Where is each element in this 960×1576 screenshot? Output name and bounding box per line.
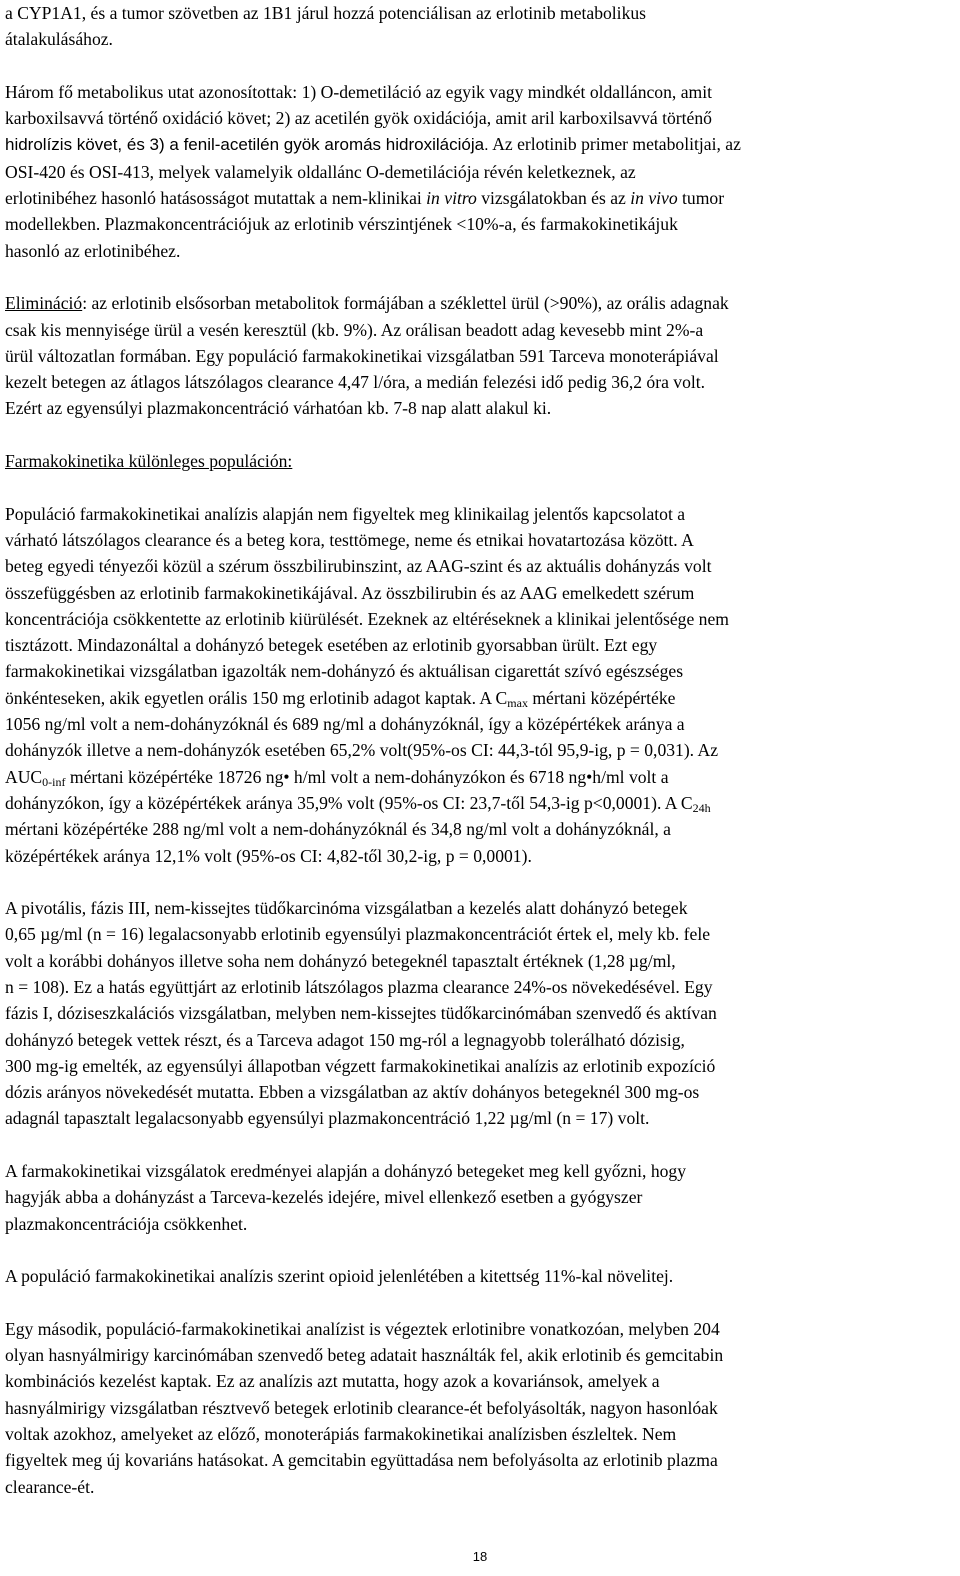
pivotal-paragraph (5, 895, 955, 1132)
pivotal-line-1: A pivotális, fázis III, nem-kissejtes tüdőkarcinóma vizsgálatban a kezelés alatt dohányzó betegek (5, 898, 688, 919)
pancreas-paragraph (5, 1316, 955, 1500)
pop-line-10: dohányzók illetve a nem-dohányzók esetében 65,2% volt(95%-os CI: 44,3-tól 95,9-ig, p = 0,031). Az (5, 740, 719, 761)
metab-line-5-b: vizsgálatokban és az (476, 188, 631, 209)
page-number: 18 (472, 1549, 488, 1564)
pop-line-7: farmakokinetikai vizsgálatban igazolták nem-dohányzó és aktuálisan cigarettát szívó egészséges (5, 661, 684, 682)
metab-line-4: OSI-420 és OSI-413, melyek valamelyik oldallánc O-demetilációja révén keletkeznek, az (5, 161, 636, 182)
cmax-subscript: max (507, 695, 528, 710)
pivotal-line-9: adagnál tapasztalt legalacsonyabb egyensúlyi plazmakoncentráció 1,22 µg/ml (n = 17) volt. (5, 1108, 650, 1129)
pop-line-4: összefüggésben az erlotinib farmakokinetikájával. Az összbilirubin és az AAG emelkedett szérum (5, 582, 695, 603)
pop-line-13: mértani középértéke 288 ng/ml volt a nem-dohányzóknál és 34,8 ng/ml volt a dohányzóknál, a (5, 819, 671, 840)
pop-line-11 (5, 764, 955, 790)
pop-line-11-a: AUC (5, 766, 43, 787)
smoke-line-1: A farmakokinetikai vizsgálatok eredményei alapján a dohányzó betegeket meg kell győzni, hogy (5, 1161, 687, 1182)
auc-subscript: 0-inf (42, 774, 66, 789)
pancreas-line-4: hasnyálmirigy vizsgálatban résztvevő betegek erlotinib clearance-ét befolyásolták, nagyon hasonlóak (5, 1397, 718, 1418)
pop-line-2: várható látszólagos clearance és a beteg kora, testtömege, neme és etnikai hovatartozása között. A (5, 529, 694, 550)
pivotal-line-8: dózis arányos növekedését mutatta. Ebben a vizsgálatban az aktív dohányos betegeknél 300 mg-os (5, 1082, 700, 1103)
pop-line-8-b: mértani középértéke (527, 687, 676, 708)
pop-line-14: középértékek aránya 12,1% volt (95%-os CI: 4,82-től 30,2-ig, p = 0,0001). (5, 845, 532, 866)
pivotal-line-4: n = 108). Ez a hatás együttjárt az erlotinib látszólagos plazma clearance 24%-os növekedésével. Egy (5, 976, 713, 997)
metab-line-5 (5, 185, 955, 211)
pop-line-3: beteg egyedi tényezői közül a szérum összbilirubinszint, az AAG-szint és az aktuális dohányzás volt (5, 556, 712, 577)
elimination-paragraph (5, 290, 955, 421)
smoking-advice-paragraph (5, 1158, 955, 1237)
elim-line-2: csak kis mennyisége ürül a vesén keresztül (kb. 9%). Az orálisan beadott adag kevesebb mint 2%-a (5, 319, 704, 340)
metab-line-3 (5, 131, 955, 158)
pancreas-line-5: voltak azokhoz, amelyeket az előző, monoterápiás farmakokinetikai analízisben észleltek. Nem (5, 1424, 677, 1445)
intro-line-2: átalakulásához. (5, 29, 113, 50)
metab-line-5-c: tumor (677, 188, 725, 209)
pop-line-8 (5, 685, 955, 711)
pivotal-line-5: fázis I, dóziseszkalációs vizsgálatban, melyben nem-kissejtes tüdőkarcinómában szenvedő és aktívan (5, 1003, 717, 1024)
pancreas-line-2: olyan hasnyálmirigy karcinómában szenvedő beteg adatait használták fel, akik erlotinib és gemcitabin (5, 1345, 724, 1366)
metab-line-2: karboxilsavvá történő oxidáció követ; 2) az acetilén gyök oxidációja, amit aril karboxilsavvá történő (5, 108, 712, 129)
metab-line-5-a: erlotinibéhez hasonló hatásosságot mutattak a nem-klinikai (5, 188, 427, 209)
pop-line-1: Populáció farmakokinetikai analízis alapján nem figyeltek meg klinikailag jelentős kapcsolatot a (5, 503, 686, 524)
pancreas-line-7: clearance-ét. (5, 1476, 95, 1497)
intro-line-1: a CYP1A1, és a tumor szövetben az 1B1 járul hozzá potenciálisan az erlotinib metabolikus (5, 3, 647, 23)
elimination-heading: Elimináció (5, 293, 83, 314)
pop-line-12 (5, 790, 955, 816)
pivotal-line-2: 0,65 µg/ml (n = 16) legalacsonyabb erlotinib egyensúlyi plazmakoncentrációt értek el, mely kb. fele (5, 924, 711, 945)
metab-line-6: modellekben. Plazmakoncentrációjuk az erlotinib vérszintjének <10%-a, és farmakokinetikájuk (5, 214, 678, 235)
pancreas-line-1: Egy második, populáció-farmakokinetikai analízist is végeztek erlotinibre vonatkozóan, melyben 204 (5, 1318, 720, 1339)
pivotal-line-6: dohányzó betegek vettek részt, és a Tarceva adagot 150 mg-ról a legnagyobb tolerálható dózisig, (5, 1029, 685, 1050)
pop-line-6: tisztázott. Mindazonáltal a dohányzó betegek esetében az erlotinib gyorsabban ürült. Ezt egy (5, 635, 658, 656)
pop-line-12-a: dohányzókon, így a középértékek aránya 35,9% volt (95%-os CI: 23,7-től 54,3-ig p<0,0001). A C (5, 792, 693, 813)
in-vivo-text: in vivo (630, 188, 678, 209)
pop-line-8-a: önkénteseken, akik egyetlen orális 150 mg erlotinib adagot kaptak. A C (5, 687, 508, 708)
population-paragraph (5, 501, 955, 869)
elim-line-3: ürül változatlan formában. Egy populáció farmakokinetikai vizsgálatban 591 Tarceva monoterápiával (5, 345, 719, 366)
metab-line-3-sans: hidrolízis követ, és 3) a fenil-acetilén gyök aromás hidroxilációja. (5, 135, 489, 155)
metab-line-3-rest: Az erlotinib primer metabolitjai, az (488, 134, 741, 155)
special-population-heading: Farmakokinetika különleges populáción: (5, 451, 293, 472)
elim-line-5: Ezért az egyensúlyi plazmakoncentráció várhatóan kb. 7-8 nap alatt alakul ki. (5, 398, 552, 419)
opioid-sentence: A populáció farmakokinetikai analízis szerint opioid jelenlétében a kitettség 11%-kal növelitej. (5, 1266, 674, 1287)
pancreas-line-6: figyeltek meg új kovariáns hatásokat. A gemcitabin együttadása nem befolyásolta az erlotinib plazma (5, 1450, 718, 1471)
metab-line-1: Három fő metabolikus utat azonosítottak: 1) O-demetiláció az egyik vagy mindkét oldalláncon, amit (5, 81, 712, 102)
elim-line-1-rest: : az erlotinib elsősorban metabolitok formájában a széklettel ürül (>90%), az orális adagnak (82, 293, 729, 314)
metab-line-7: hasonló az erlotinibéhez. (5, 240, 181, 261)
c24h-subscript: 24h (692, 800, 711, 815)
smoke-line-3: plazmakoncentrációja csökkenhet. (5, 1213, 248, 1234)
document-page (5, 0, 955, 1564)
pop-line-5: koncentrációja csökkentette az erlotinib kiürülését. Ezeknek az eltéréseknek a klinikai jelentősége nem (5, 608, 729, 629)
smoke-line-2: hagyják abba a dohányzást a Tarceva-kezelés idejére, mivel ellenkező esetben a gyógyszer (5, 1187, 643, 1208)
pivotal-line-3: volt a korábbi dohányos illetve soha nem dohányzó betegeknél tapasztalt értéknek (1,28 µg/ml, (5, 950, 676, 971)
pop-line-9: 1056 ng/ml volt a nem-dohányzóknál és 689 ng/ml a dohányzóknál, így a középértékek aránya a (5, 714, 685, 735)
pancreas-line-3: kombinációs kezelést kaptak. Ez az analízis azt mutatta, hogy azok a kovariánsok, amelyek a (5, 1371, 660, 1392)
elim-line-4: kezelt betegen az átlagos látszólagos clearance 4,47 l/óra, a medián felezési idő pedig 36,2 óra volt. (5, 372, 706, 393)
pop-line-11-b: mértani középértéke 18726 ng• h/ml volt a nem-dohányzókon és 6718 ng•h/ml volt a (65, 766, 669, 787)
metabolism-paragraph (5, 79, 955, 264)
pivotal-line-7: 300 mg-ig emelték, az egyensúlyi állapotban végzett farmakokinetikai analízis az erlotinib expozíció (5, 1055, 716, 1076)
in-vitro-text: in vitro (426, 188, 477, 209)
elim-line-1 (5, 290, 955, 316)
